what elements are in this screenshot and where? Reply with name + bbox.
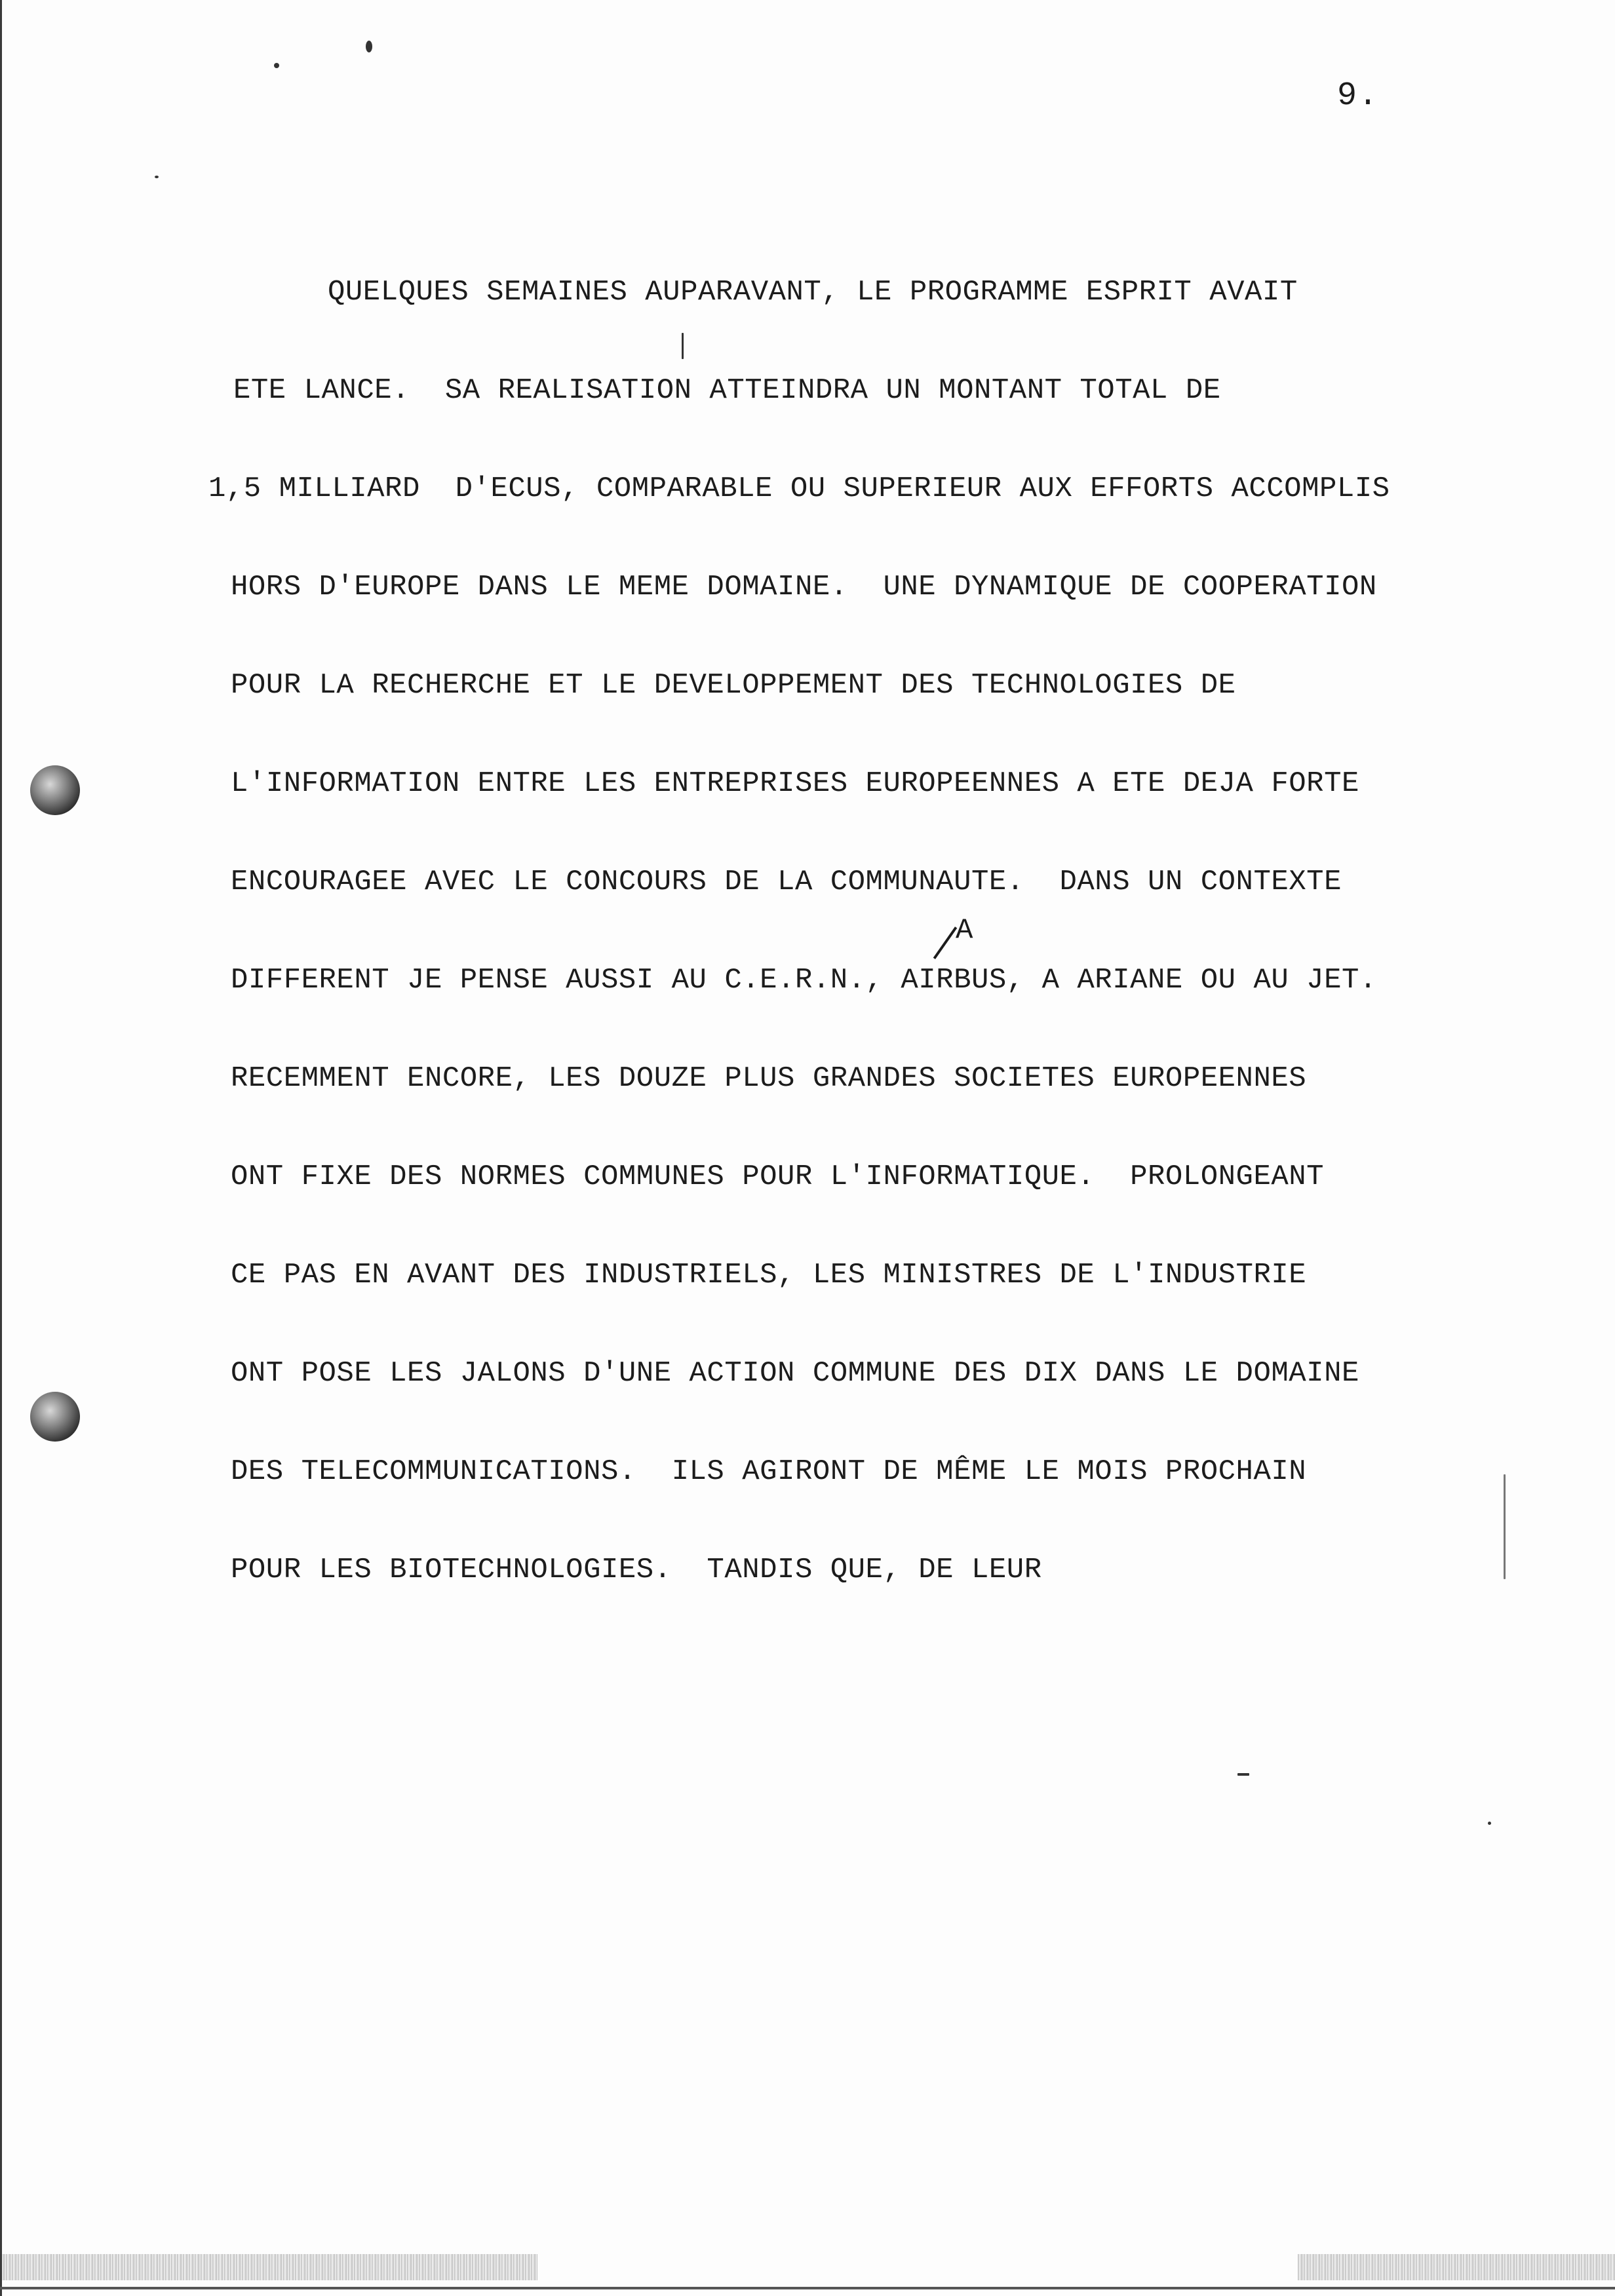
speck-mark xyxy=(274,63,279,68)
body-line-13: DES TELECOMMUNICATIONS. ILS AGIRONT DE MÊME LE MOIS PROCHAIN xyxy=(231,1455,1307,1488)
body-line-1: QUELQUES SEMAINES AUPARAVANT, LE PROGRAMME ESPRIT AVAIT xyxy=(328,276,1298,309)
body-line-8: DIFFERENT JE PENSE AUSSI AU C.E.R.N., AIRBUS, A ARIANE OU AU JET. xyxy=(231,964,1377,997)
inserted-letter-mark: A xyxy=(956,914,973,947)
body-line-3: 1,5 MILLIARD D'ECUS, COMPARABLE OU SUPERIEUR AUX EFFORTS ACCOMPLIS xyxy=(208,472,1390,505)
punch-hole-top xyxy=(30,765,80,815)
body-line-5: POUR LA RECHERCHE ET LE DEVELOPPEMENT DES TECHNOLOGIES DE xyxy=(231,669,1236,702)
speck-mark xyxy=(366,41,372,52)
body-line-6: L'INFORMATION ENTRE LES ENTREPRISES EUROPEENNES A ETE DEJA FORTE xyxy=(231,767,1359,800)
body-line-9: RECEMMENT ENCORE, LES DOUZE PLUS GRANDES SOCIETES EUROPEENNES xyxy=(231,1062,1307,1095)
speck-mark xyxy=(1237,1773,1249,1776)
scan-noise-right xyxy=(1298,2254,1615,2280)
body-line-2: ETE LANCE. SA REALISATION ATTEINDRA UN MONTANT TOTAL DE xyxy=(233,374,1221,407)
body-line-12: ONT POSE LES JALONS D'UNE ACTION COMMUNE DES DIX DANS LE DOMAINE xyxy=(231,1357,1359,1390)
punch-hole-bottom xyxy=(30,1392,80,1442)
speck-mark xyxy=(1504,1474,1506,1579)
body-line-10: ONT FIXE DES NORMES COMMUNES POUR L'INFORMATIQUE. PROLONGEANT xyxy=(231,1160,1325,1193)
body-line-4: HORS D'EUROPE DANS LE MEME DOMAINE. UNE DYNAMIQUE DE COOPERATION xyxy=(231,571,1377,603)
page-left-edge xyxy=(0,0,2,2296)
speck-mark xyxy=(1488,1822,1491,1825)
scan-noise-left xyxy=(0,2254,537,2280)
page-bottom-edge xyxy=(0,2287,1615,2289)
page-number: 9. xyxy=(1337,77,1380,115)
speck-mark xyxy=(682,333,684,359)
body-line-11: CE PAS EN AVANT DES INDUSTRIELS, LES MINISTRES DE L'INDUSTRIE xyxy=(231,1259,1307,1292)
body-line-14: POUR LES BIOTECHNOLOGIES. TANDIS QUE, DE LEUR xyxy=(231,1554,1042,1586)
insertion-slash-mark xyxy=(933,927,958,959)
speck-mark xyxy=(155,176,159,178)
body-line-7: ENCOURAGEE AVEC LE CONCOURS DE LA COMMUNAUTE. DANS UN CONTEXTE xyxy=(231,866,1342,898)
